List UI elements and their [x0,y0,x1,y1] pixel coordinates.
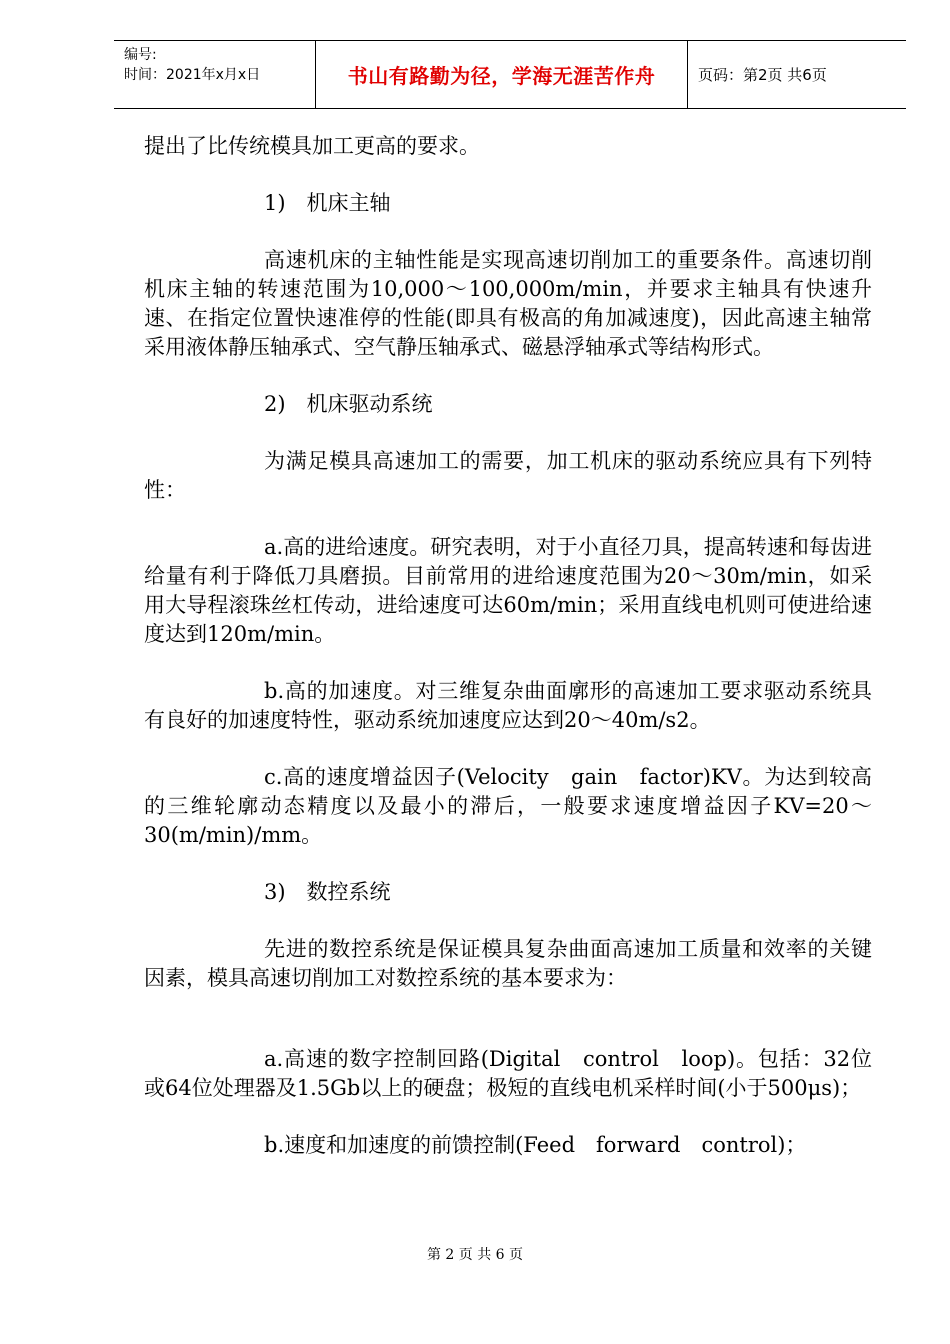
header-meta-cell [114,41,316,108]
header-motto-cell [316,41,688,108]
paragraph: 提出了比传统模具加工更高的要求。 [144,134,480,158]
section-heading-cnc: 3) 数控系统 [264,880,391,904]
section-heading-spindle: 1) 机床主轴 [264,191,391,215]
document-number-label: 编号: [124,47,157,63]
paragraph: b.速度和加速度的前馈控制(Feed forward control)； [264,1133,807,1157]
document-time-label: 时间：2021年x月x日 [124,67,261,83]
header-page-cell [688,41,906,108]
page-header [114,40,906,109]
header-page-info: 页码：第2页 共6页 [698,66,827,84]
paragraph: c.高的速度增益因子(Velocity gain factor)KV。为达到较高的三维轮廓动态精度以及最小的滞后，一般要求速度增益因子KV=20～30(m/min)/mm。 [144,765,872,847]
paragraph: a.高的进给速度。研究表明，对于小直径刀具，提高转速和每齿进给量有利于降低刀具磨损。目前常用的进给速度范围为20～30m/min，如采用大导程滚珠丝杠传动，进给速度可达60m/min；采用直线电机则可使进给速度达到120m/min。 [144,535,872,646]
paragraph: 为满足模具高速加工的需要，加工机床的驱动系统应具有下列特性： [144,449,872,502]
header-motto: 书山有路勤为径，学海无涯苦作舟 [347,64,656,88]
paragraph: a.高速的数字控制回路(Digital control loop)。包括：32位或64位处理器及1.5Gb以上的硬盘；极短的直线电机采样时间(小于500μs)； [144,1047,872,1100]
section-heading-drive: 2) 机床驱动系统 [264,392,433,416]
paragraph: 高速机床的主轴性能是实现高速切削加工的重要条件。高速切削机床主轴的转速范围为10,000～100,000m/min，并要求主轴具有快速升速、在指定位置快速准停的性能(即具有极高的角加减速度)，因此高速主轴常采用液体静压轴承式、空气静压轴承式、磁悬浮轴承式等结构形式。 [144,248,872,359]
paragraph: 先进的数控系统是保证模具复杂曲面高速加工质量和效率的关键因素，模具高速切削加工对数控系统的基本要求为： [144,937,872,990]
page-footer: 第 2 页 共 6 页 [426,1247,524,1263]
document-body [144,132,872,1160]
paragraph: b.高的加速度。对三维复杂曲面廓形的高速加工要求驱动系统具有良好的加速度特性，驱动系统加速度应达到20～40m/s2。 [144,679,872,732]
